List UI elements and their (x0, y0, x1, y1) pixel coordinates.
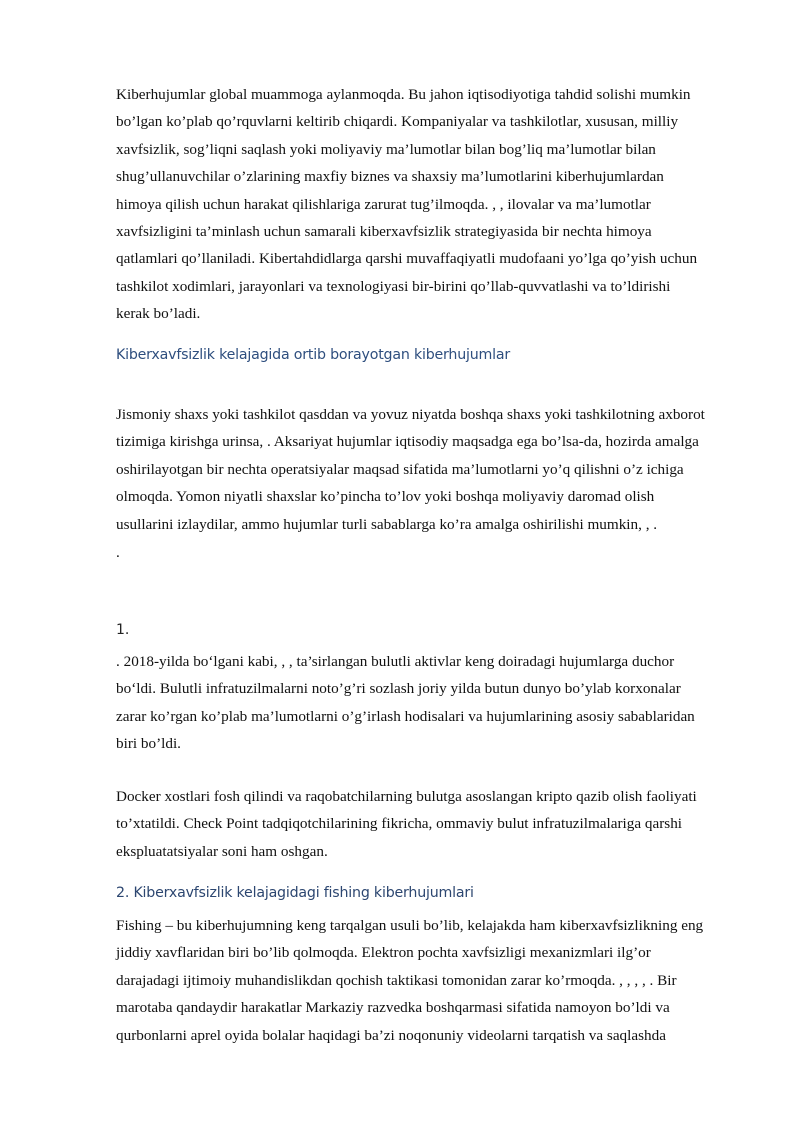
section-heading-growing-attacks: Kiberxavfsizlik kelajagida ortib borayotgan kiberhujumlar (116, 347, 511, 363)
text-line: xavfsizligini ta’minlash uchun samarali kiberxavfsizlik strategiyasida bir nechta himoya (116, 223, 652, 241)
attacks-paragraph (116, 401, 744, 538)
text-line: Fishing – bu kiberhujumning keng tarqalgan usuli bo’lib, kelajakda ham kiberxavfsizlikning eng (116, 917, 704, 934)
text-line: to’xtatildi. Check Point tadqiqotchilarining fikricha, ommaviy bulut infratuzilmalariga qarshi (116, 815, 683, 833)
text-line: kerak bo’ladi. (116, 305, 201, 323)
cloud-paragraph (116, 648, 744, 758)
text-line: zarar ko’rgan ko’plab ma’lumotlarni o’g’irlash hodisalari va hujumlarining asosiy sabablaridan (116, 707, 695, 725)
text-line: Kiberhujumlar global muammoga aylanmoqda. Bu jahon iqtisodiyotiga tahdid solishi mumkin (116, 86, 691, 103)
trailing-dot: . (116, 544, 120, 561)
text-line: xavfsizlik, sog’liqni saqlash yoki moliyaviy ma’lumotlar bilan bog’liq ma’lumotlar bilan (116, 140, 656, 158)
text-line: himoya qilish uchun harakat qilishlariga zarurat tug’ilmoqda. , , ilovalar va ma’lumotlar (116, 195, 651, 213)
intro-paragraph (116, 81, 744, 328)
text-line: oshirilayotgan bir nechta operatsiyalar maqsad sifatida ma’lumotlarni yo’q qilishni o’z ichiga (116, 460, 684, 478)
text-line: tashkilot xodimlari, jarayonlari va texnologiyasi bir-birini qo’llab-quvvatlashi va to’ldirishi (116, 277, 671, 295)
text-line: tizimiga kirishga urinsa, . Aksariyat hujumlar iqtisodiy maqsadga ega bo’lsa-da, hozirda amalga (116, 433, 699, 451)
phishing-paragraph (116, 912, 744, 1049)
text-line: ekspluatatsiyalar soni ham oshgan. (116, 842, 328, 860)
text-line: qatlamlari qo’llaniladi. Kibertahdidlarga qarshi muvaffaqiyatli mudofaani yo’lga qo’yish uchun (116, 250, 698, 268)
text-line: olmoqda. Yomon niyatli shaxslar ko’pincha to’lov yoki boshqa moliyaviy daromad olish (116, 488, 655, 506)
text-line: darajadagi ijtimoiy muhandislikdan qochish taktikasi tomonidan zarar ko’rmoqda. , , , , . Bir (116, 971, 677, 989)
text-line: bo‘ldi. Bulutli infratuzilmalarni noto’g’ri sozlash joriy yilda butun dunyo bo’ylab korxonalar (116, 680, 681, 698)
docker-paragraph (116, 783, 744, 865)
text-line: qurbonlarni aprel oyida bolalar haqidagi ba’zi noqonuniy videolarni tarqatish va saqlashda (116, 1026, 666, 1044)
text-line: jiddiy xavflaridan biri bo’lib qolmoqda. Elektron pochta xavfsizligi mexanizmlari ilg’or (116, 944, 651, 962)
text-line: marotaba qandaydir harakatlar Markaziy razvedka boshqarmasi sifatida namoyon bo’ldi va (116, 999, 670, 1017)
text-line: usullarini izlaydilar, ammo hujumlar turli sabablarga ko’ra amalga oshirilishi mumkin, , . (116, 515, 658, 533)
text-line: . 2018-yilda bo‘lgani kabi, , , ta’sirlangan bulutli aktivlar keng doiradagi hujumlarga duchor (116, 653, 675, 670)
text-line: Jismoniy shaxs yoki tashkilot qasddan va yovuz niyatda boshqa shaxs yoki tashkilotning axborot (116, 406, 705, 423)
text-line: bo’lgan ko’plab qo’rquvlarni keltirib chiqardi. Kompaniyalar va tashkilotlar, xususan, milliy (116, 113, 679, 131)
text-line: Docker xostlari fosh qilindi va raqobatchilarning bulutga asoslangan kripto qazib olish faoliyati (116, 788, 697, 805)
text-line: shug’ullanuvchilar o’zlarining maxfiy biznes va shaxsiy ma’lumotlarini kiberhujumlardan (116, 168, 664, 186)
section-heading-phishing: 2. Kiberxavfsizlik kelajagidagi fishing kiberhujumlari (116, 885, 474, 901)
text-line: biri bo’ldi. (116, 735, 181, 753)
list-number: 1. (116, 622, 130, 638)
